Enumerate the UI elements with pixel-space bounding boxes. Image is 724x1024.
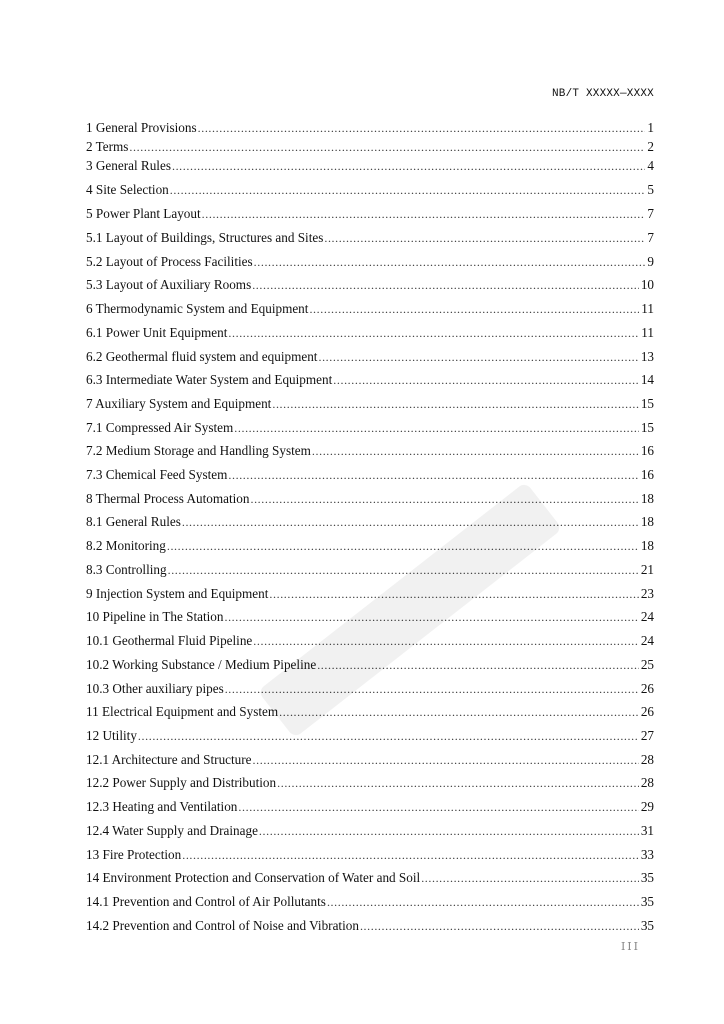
toc-entry-title: 7.1 Compressed Air System bbox=[86, 420, 234, 435]
toc-dot-leader bbox=[318, 349, 638, 365]
toc-entry-title: 6.1 Power Unit Equipment bbox=[86, 325, 228, 340]
toc-entry[interactable] bbox=[86, 180, 654, 198]
toc-entry-page: 10 bbox=[640, 277, 654, 292]
toc-entry-title: 8.2 Monitoring bbox=[86, 538, 166, 553]
toc-entry-page: 24 bbox=[640, 609, 654, 624]
toc-entry-title: 14.1 Prevention and Control of Air Pollutants bbox=[86, 894, 326, 909]
toc-entry-title: 3 General Rules bbox=[86, 158, 171, 173]
toc-entry-title: 2 Terms bbox=[86, 139, 129, 154]
toc-entry[interactable] bbox=[86, 204, 654, 222]
toc-dot-leader bbox=[228, 325, 639, 341]
toc-entry-page: 18 bbox=[640, 514, 654, 529]
toc-entry-title: 7 Auxiliary System and Equipment bbox=[86, 396, 272, 411]
toc-dot-leader bbox=[312, 443, 639, 459]
toc-dot-leader bbox=[182, 514, 639, 530]
toc-entry-page: 14 bbox=[640, 372, 654, 387]
toc-dot-leader bbox=[225, 681, 639, 697]
toc-entry-page: 5 bbox=[647, 182, 654, 197]
toc-dot-leader bbox=[234, 420, 639, 436]
toc-entry[interactable] bbox=[86, 394, 654, 412]
toc-entry-page: 18 bbox=[640, 538, 654, 553]
toc-entry-title: 7.3 Chemical Feed System bbox=[86, 467, 228, 482]
toc-entry-title: 9 Injection System and Equipment bbox=[86, 586, 269, 601]
toc-entry-page: 16 bbox=[640, 443, 654, 458]
toc-entry-page: 31 bbox=[640, 823, 654, 838]
toc-entry[interactable] bbox=[86, 560, 654, 578]
toc-entry-page: 29 bbox=[640, 799, 654, 814]
toc-entry-page: 28 bbox=[640, 775, 654, 790]
toc-dot-leader bbox=[327, 894, 639, 910]
toc-entry-page: 24 bbox=[640, 633, 654, 648]
toc-entry-title: 8 Thermal Process Automation bbox=[86, 491, 250, 506]
toc-entry-page: 35 bbox=[640, 894, 654, 909]
toc-entry-title: 12 Utility bbox=[86, 728, 137, 743]
table-of-contents bbox=[86, 0, 654, 1024]
toc-entry[interactable] bbox=[86, 252, 654, 270]
toc-entry[interactable] bbox=[86, 347, 654, 365]
toc-entry-title: 5.3 Layout of Auxiliary Rooms bbox=[86, 277, 252, 292]
toc-dot-leader bbox=[279, 704, 639, 720]
toc-entry-page: 9 bbox=[647, 254, 654, 269]
toc-entry[interactable] bbox=[86, 441, 654, 459]
toc-entry-title: 6.3 Intermediate Water System and Equipment bbox=[86, 372, 333, 387]
toc-dot-leader bbox=[170, 182, 646, 198]
toc-entry-title: 10.2 Working Substance / Medium Pipeline bbox=[86, 657, 317, 672]
toc-dot-leader bbox=[202, 206, 646, 222]
toc-dot-leader bbox=[421, 870, 639, 886]
toc-entry-page: 4 bbox=[647, 158, 654, 173]
toc-entry[interactable] bbox=[86, 323, 654, 341]
toc-entry[interactable] bbox=[86, 137, 654, 155]
toc-entry-title: 6 Thermodynamic System and Equipment bbox=[86, 301, 309, 316]
toc-entry[interactable] bbox=[86, 584, 654, 602]
toc-entry-page: 23 bbox=[640, 586, 654, 601]
toc-dot-leader bbox=[309, 301, 639, 317]
toc-entry[interactable] bbox=[86, 156, 654, 174]
toc-entry-page: 35 bbox=[640, 870, 654, 885]
toc-entry[interactable] bbox=[86, 536, 654, 554]
toc-entry[interactable] bbox=[86, 892, 654, 910]
toc-entry-page: 11 bbox=[641, 301, 654, 316]
toc-entry-page: 18 bbox=[640, 491, 654, 506]
toc-dot-leader bbox=[228, 467, 638, 483]
toc-entry-page: 1 bbox=[647, 120, 654, 135]
toc-entry-title: 10.3 Other auxiliary pipes bbox=[86, 681, 224, 696]
toc-entry[interactable] bbox=[86, 726, 654, 744]
toc-entry-title: 14 Environment Protection and Conservation of Water and Soil bbox=[86, 870, 421, 885]
toc-entry[interactable] bbox=[86, 679, 654, 697]
toc-entry-page: 27 bbox=[640, 728, 654, 743]
toc-entry[interactable] bbox=[86, 299, 654, 317]
toc-entry-title: 5.1 Layout of Buildings, Structures and Sites bbox=[86, 230, 324, 245]
toc-entry[interactable] bbox=[86, 631, 654, 649]
toc-entry[interactable] bbox=[86, 370, 654, 388]
toc-entry[interactable] bbox=[86, 275, 654, 293]
toc-entry[interactable] bbox=[86, 916, 654, 934]
page-number: III bbox=[620, 940, 640, 953]
toc-entry-title: 8.1 General Rules bbox=[86, 514, 181, 529]
toc-entry-page: 7 bbox=[647, 206, 654, 221]
toc-entry-title: 12.1 Architecture and Structure bbox=[86, 752, 252, 767]
toc-entry-title: 7.2 Medium Storage and Handling System bbox=[86, 443, 311, 458]
toc-entry[interactable] bbox=[86, 868, 654, 886]
toc-entry-page: 33 bbox=[640, 847, 654, 862]
toc-entry-page: 28 bbox=[640, 752, 654, 767]
toc-dot-leader bbox=[198, 120, 646, 136]
toc-dot-leader bbox=[167, 538, 639, 554]
toc-dot-leader bbox=[250, 491, 638, 507]
toc-entry[interactable] bbox=[86, 489, 654, 507]
toc-dot-leader bbox=[360, 918, 639, 934]
toc-entry-page: 15 bbox=[640, 420, 654, 435]
toc-entry-title: 12.3 Heating and Ventilation bbox=[86, 799, 238, 814]
toc-entry-page: 26 bbox=[640, 704, 654, 719]
toc-entry-page: 21 bbox=[640, 562, 654, 577]
toc-entry-title: 11 Electrical Equipment and System bbox=[86, 704, 279, 719]
toc-entry[interactable] bbox=[86, 512, 654, 530]
toc-dot-leader bbox=[168, 562, 639, 578]
toc-entry-title: 1 General Provisions bbox=[86, 120, 197, 135]
toc-dot-leader bbox=[333, 372, 639, 388]
toc-dot-leader bbox=[277, 775, 639, 791]
toc-dot-leader bbox=[254, 254, 646, 270]
toc-entry[interactable] bbox=[86, 797, 654, 815]
toc-entry-title: 12.4 Water Supply and Drainage bbox=[86, 823, 258, 838]
toc-dot-leader bbox=[272, 396, 638, 412]
toc-entry-title: 10 Pipeline in The Station bbox=[86, 609, 224, 624]
toc-entry-title: 14.2 Prevention and Control of Noise and Vibration bbox=[86, 918, 359, 933]
toc-dot-leader bbox=[238, 799, 638, 815]
toc-entry[interactable] bbox=[86, 702, 654, 720]
standard-code-header: NB/T XXXXX—XXXX bbox=[551, 88, 654, 100]
toc-entry-page: 7 bbox=[647, 230, 654, 245]
toc-dot-leader bbox=[138, 728, 639, 744]
toc-entry-page: 25 bbox=[640, 657, 654, 672]
toc-entry[interactable] bbox=[86, 821, 654, 839]
toc-dot-leader bbox=[253, 633, 639, 649]
toc-entry-page: 26 bbox=[640, 681, 654, 696]
toc-entry[interactable] bbox=[86, 750, 654, 768]
toc-entry[interactable] bbox=[86, 465, 654, 483]
toc-dot-leader bbox=[224, 609, 638, 625]
toc-dot-leader bbox=[253, 752, 639, 768]
toc-dot-leader bbox=[129, 139, 645, 155]
toc-entry-title: 13 Fire Protection bbox=[86, 847, 182, 862]
toc-entry[interactable] bbox=[86, 228, 654, 246]
toc-entry-title: 5.2 Layout of Process Facilities bbox=[86, 254, 253, 269]
toc-entry-title: 10.1 Geothermal Fluid Pipeline bbox=[86, 633, 253, 648]
toc-dot-leader bbox=[317, 657, 639, 673]
toc-entry-page: 16 bbox=[640, 467, 654, 482]
toc-entry-title: 12.2 Power Supply and Distribution bbox=[86, 775, 277, 790]
toc-entry-title: 8.3 Controlling bbox=[86, 562, 167, 577]
toc-entry-title: 6.2 Geothermal fluid system and equipment bbox=[86, 349, 318, 364]
toc-entry-page: 13 bbox=[640, 349, 654, 364]
toc-dot-leader bbox=[269, 586, 638, 602]
toc-entry[interactable] bbox=[86, 607, 654, 625]
toc-dot-leader bbox=[259, 823, 639, 839]
toc-entry[interactable] bbox=[86, 118, 654, 136]
toc-dot-leader bbox=[182, 847, 639, 863]
toc-dot-leader bbox=[172, 158, 645, 174]
toc-entry-title: 4 Site Selection bbox=[86, 182, 169, 197]
toc-entry-title: 5 Power Plant Layout bbox=[86, 206, 201, 221]
toc-entry-page: 2 bbox=[647, 139, 654, 154]
toc-entry[interactable] bbox=[86, 845, 654, 863]
toc-entry-page: 11 bbox=[641, 325, 654, 340]
toc-entry-page: 15 bbox=[640, 396, 654, 411]
toc-entry[interactable] bbox=[86, 655, 654, 673]
toc-entry-page: 35 bbox=[640, 918, 654, 933]
toc-dot-leader bbox=[252, 277, 639, 293]
toc-entry[interactable] bbox=[86, 773, 654, 791]
toc-entry[interactable] bbox=[86, 418, 654, 436]
toc-dot-leader bbox=[324, 230, 645, 246]
